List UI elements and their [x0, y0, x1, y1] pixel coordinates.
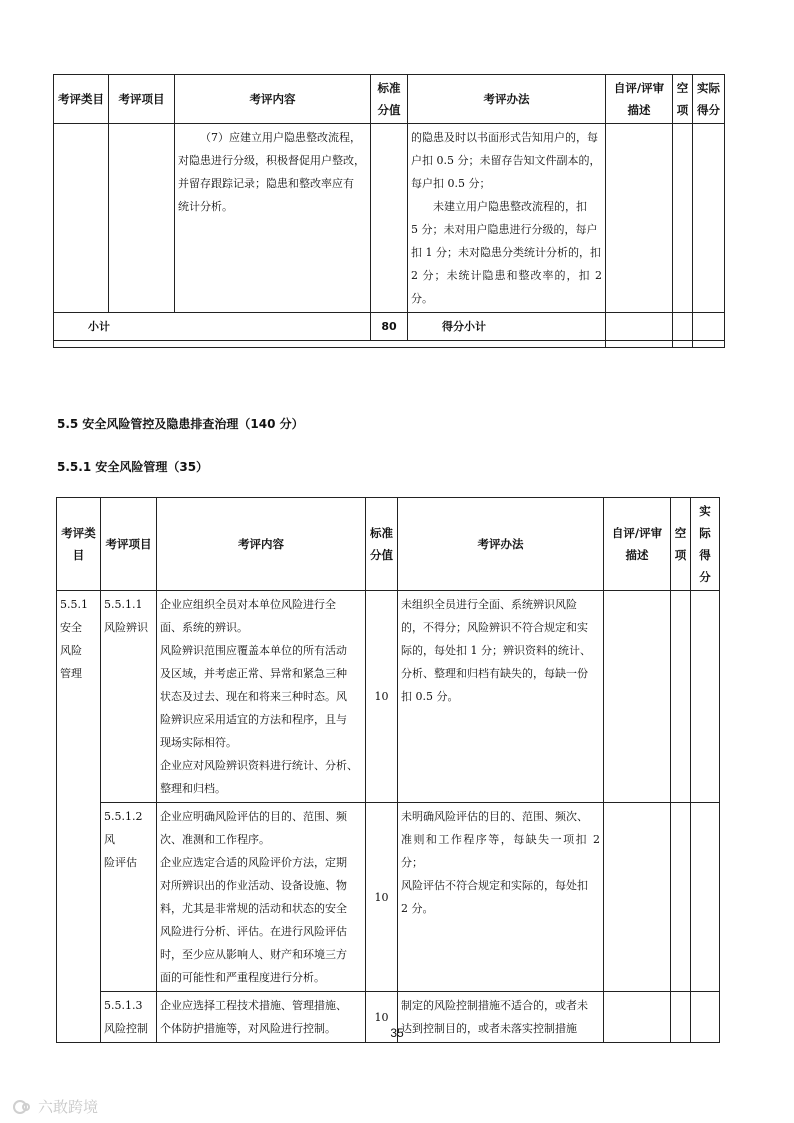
method-line: 扣 1 分；未对隐患分类统计分析的，扣 [411, 246, 601, 259]
subtotal-self-eval [606, 313, 673, 341]
method-line: 准则和工作程序等，每缺失一项扣 2 分； [401, 833, 600, 869]
category-cell [54, 124, 109, 313]
table-row [57, 803, 720, 992]
subtotal-score: 80 [371, 313, 408, 341]
item-line: 5.5.1.2 风 [104, 810, 143, 846]
method-line: 的，不得分；风险辨识不符合规定和实 [401, 621, 588, 634]
header-self-eval: 自评/评审描述 [604, 498, 671, 591]
item-line: 险评估 [104, 856, 137, 869]
subtotal-actual [693, 313, 725, 341]
content-line: 个体防护措施等，对风险进行控制。 [160, 1022, 336, 1035]
content-cell [157, 591, 366, 803]
method-line: 制定的风险控制措施不适合的，或者未 [401, 999, 588, 1012]
header-method: 考评办法 [408, 75, 606, 124]
watermark-text: 六敢跨境 [38, 1098, 99, 1116]
score-cell: 10 [366, 992, 398, 1043]
content-line: 统计分析。 [178, 200, 233, 213]
method-line: 未组织全员进行全面、系统辨识风险 [401, 598, 577, 611]
content-line: 状态及过去、现在和将来三种时态。风 [160, 690, 347, 703]
content-line: 料，尤其是非常规的活动和状态的安全 [160, 902, 347, 915]
section-heading: 5.5 安全风险管控及隐患排查治理（140 分） [57, 417, 304, 431]
content-line: 企业应组织全员对本单位风险进行全 [160, 598, 336, 611]
method-line: 5 分；未对用户隐患进行分级的，每户 [411, 223, 598, 236]
header-content: 考评内容 [175, 75, 371, 124]
item-line: 5.5.1.1 [104, 598, 143, 611]
method-line: 未明确风险评估的目的、范围、频次、 [401, 810, 588, 823]
score-cell: 10 [366, 803, 398, 992]
category-line: 安全 [60, 621, 82, 634]
table-row [54, 124, 725, 313]
method-line: 风险评估不符合规定和实际的，每处扣 [401, 879, 588, 892]
category-line: 管理 [60, 667, 82, 680]
content-line: 现场实际相符。 [160, 736, 237, 749]
header-category: 考评类目 [57, 498, 101, 591]
method-cell [398, 591, 604, 803]
self-eval-cell [604, 591, 671, 803]
method-line: 2 分。 [401, 902, 434, 915]
method-line: 的隐患及时以书面形式告知用户的，每 [411, 131, 598, 144]
table-bottom-gap [54, 341, 725, 348]
method-line: 扣 0.5 分。 [401, 690, 459, 703]
watermark-logo-icon [12, 1099, 32, 1115]
actual-score-cell [693, 124, 725, 313]
item-line: 5.5.1.3 [104, 999, 143, 1012]
self-eval-cell [606, 124, 673, 313]
header-actual-score: 实际得分 [691, 498, 720, 591]
category-cell [57, 591, 101, 1043]
table-header-row [57, 498, 720, 591]
subtotal-blank [673, 313, 693, 341]
header-item: 考评项目 [109, 75, 175, 124]
method-cell [408, 124, 606, 313]
header-self-eval: 自评/评审描述 [606, 75, 673, 124]
subtotal-score-label: 得分小计 [408, 313, 606, 341]
blank-cell [671, 591, 691, 803]
method-line: 达到控制目的，或者未落实控制措施 [401, 1022, 577, 1035]
header-method: 考评办法 [398, 498, 604, 591]
subtotal-row [54, 313, 725, 341]
header-standard-score: 标准分值 [366, 498, 398, 591]
method-line: 未建立用户隐患整改流程的，扣 [433, 200, 587, 213]
self-eval-cell [604, 803, 671, 992]
subsection-heading: 5.5.1 安全风险管理（35） [57, 460, 209, 474]
method-line: 每户扣 0.5 分； [411, 177, 491, 190]
method-cell [398, 803, 604, 992]
actual-score-cell [691, 591, 720, 803]
content-line: 企业应选择工程技术措施、管理措施、 [160, 999, 347, 1012]
blank-cell [673, 124, 693, 313]
table-row [57, 591, 720, 803]
watermark [12, 1096, 98, 1117]
content-line: 及区域，并考虑正常、异常和紧急三种 [160, 667, 347, 680]
content-line: 企业应选定合适的风险评价方法，定期 [160, 856, 347, 869]
content-line: 企业应对风险辨识资料进行统计、分析、 [160, 759, 358, 772]
category-line: 5.5.1 [60, 598, 88, 611]
content-line: 对所辨识出的作业活动、设备设施、物 [160, 879, 347, 892]
content-line: 次、准测和工作程序。 [160, 833, 270, 846]
content-line: 时，至少应从影响人、财产和环境三方 [160, 948, 347, 961]
method-line: 分析、整理和归档有缺失的，每缺一份 [401, 667, 588, 680]
blank-cell [671, 803, 691, 992]
header-item: 考评项目 [101, 498, 157, 591]
subtotal-label: 小计 [54, 313, 371, 341]
header-blank: 空项 [671, 498, 691, 591]
score-cell [371, 124, 408, 313]
content-line: 对隐患进行分级，积极督促用户整改， [178, 154, 365, 167]
content-line: 面的可能性和严重程度进行分析。 [160, 971, 325, 984]
assessment-table-continued [53, 74, 725, 348]
item-cell [101, 803, 157, 992]
header-content: 考评内容 [157, 498, 366, 591]
header-standard-score: 标准分值 [371, 75, 408, 124]
method-line: 户扣 0.5 分；未留存告知文件副本的， [411, 154, 601, 167]
item-cell [101, 591, 157, 803]
header-category: 考评类目 [54, 75, 109, 124]
content-line: 风险进行分析、评估。在进行风险评估 [160, 925, 347, 938]
content-line: 整理和归档。 [160, 782, 226, 795]
content-cell [175, 124, 371, 313]
actual-score-cell [691, 803, 720, 992]
header-blank: 空项 [673, 75, 693, 124]
risk-management-table [56, 497, 720, 1043]
score-cell: 10 [366, 591, 398, 803]
content-line: 企业应明确风险评估的目的、范围、频 [160, 810, 347, 823]
page-number: 35 [390, 1026, 404, 1040]
content-line: 面、系统的辨识。 [160, 621, 248, 634]
method-line: 2 分；未统计隐患和整改率的，扣 2 分。 [411, 269, 602, 305]
content-line: 并留存跟踪记录；隐患和整改率应有 [178, 177, 354, 190]
item-line: 风险控制 [104, 1022, 148, 1035]
content-line: 风险辨识范围应覆盖本单位的所有活动 [160, 644, 347, 657]
method-line: 际的，每处扣 1 分；辨识资料的统计、 [401, 644, 591, 657]
header-actual-score: 实际得分 [693, 75, 725, 124]
content-cell [157, 803, 366, 992]
content-line: （7）应建立用户隐患整改流程， [200, 131, 361, 144]
table-header-row [54, 75, 725, 124]
item-line: 风险辨识 [104, 621, 148, 634]
category-line: 风险 [60, 644, 82, 657]
item-cell [109, 124, 175, 313]
content-line: 险辨识应采用适宜的方法和程序，且与 [160, 713, 347, 726]
